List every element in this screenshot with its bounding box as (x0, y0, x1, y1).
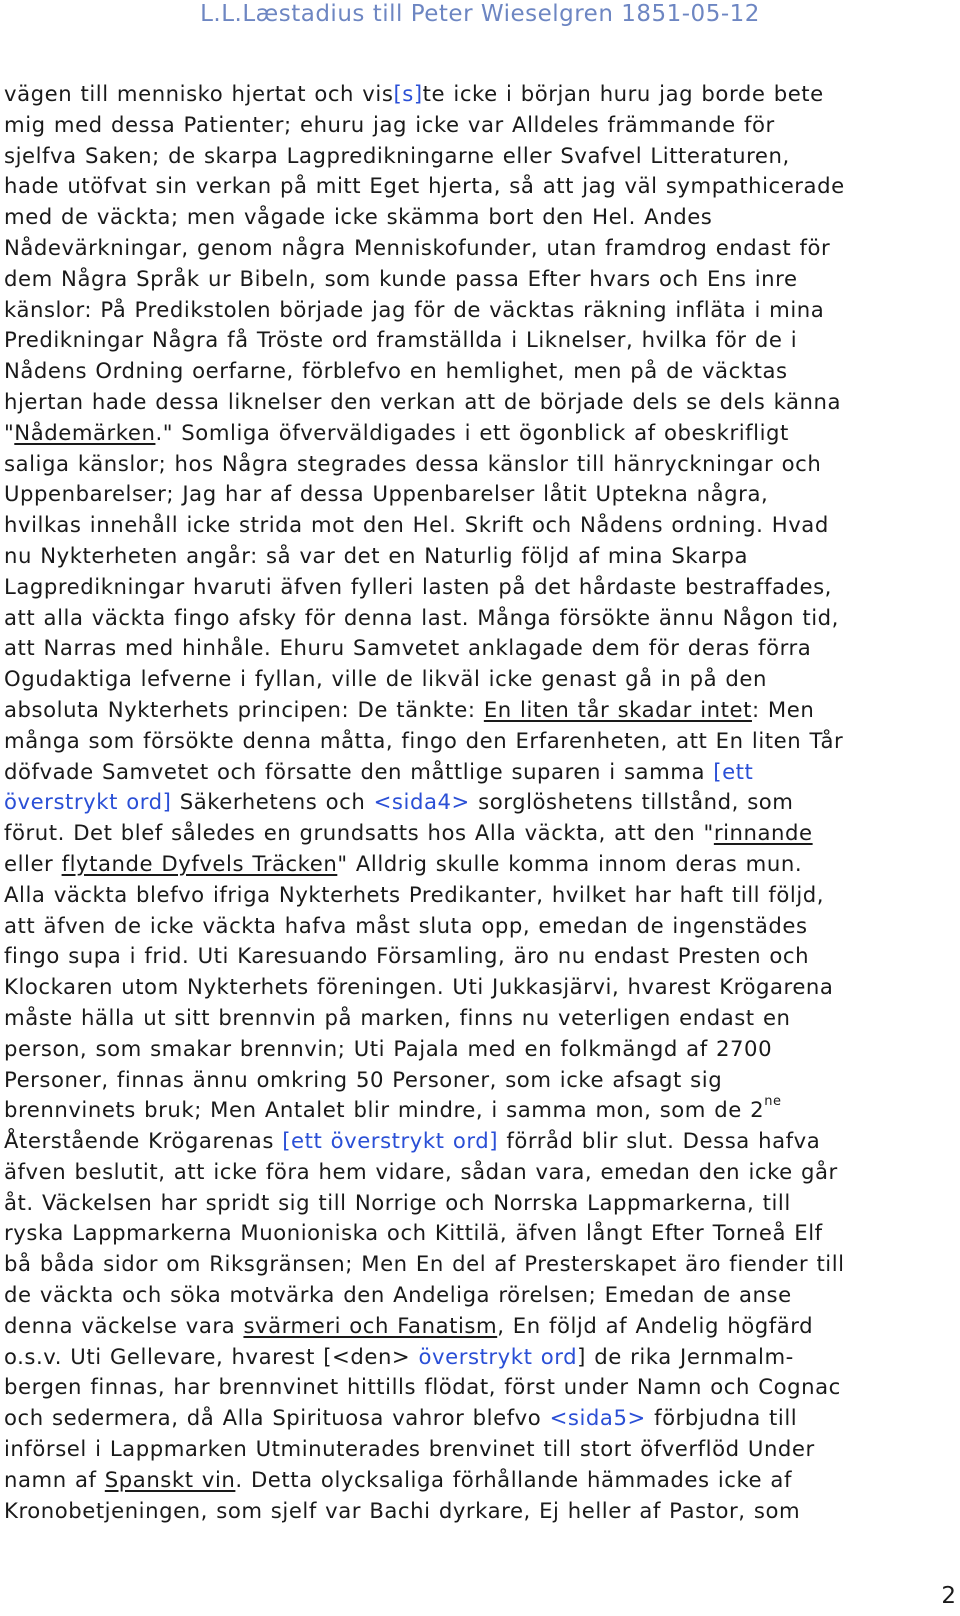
text-line (4, 1249, 956, 1280)
underlined-text: Spanskt vin (104, 1466, 236, 1492)
text-segment: Uppenbarelser; Jag har af dessa Uppenbarelser låtit Uptekna några, (4, 481, 769, 507)
text-line (4, 941, 956, 972)
page-title: L.L.Læstadius till Peter Wieselgren 1851-05-12 (200, 1, 760, 27)
editorial-note: [ett överstrykt ord] (282, 1128, 499, 1154)
text-line (4, 787, 956, 818)
text-segment: te icke i början huru jag borde bete (422, 81, 824, 106)
text-line (4, 1465, 956, 1496)
text-segment: förut. Det blef således en grundsatts hos Alla väckta, att den " (4, 820, 714, 846)
text-line (4, 1003, 956, 1034)
text-segment: ryska Lappmarkerna Muonioniska och Kittilä, äfven långt Efter Torneå Elf (4, 1220, 823, 1246)
underlined-text: svärmeri och Fanatism (243, 1312, 498, 1338)
text-line (4, 633, 956, 664)
text-line (4, 1157, 956, 1188)
text-line (4, 726, 956, 757)
text-line (4, 1280, 956, 1311)
text-line (4, 1034, 956, 1065)
text-segment: : Men (751, 696, 815, 722)
text-line (4, 880, 956, 911)
text-line (4, 325, 956, 356)
underlined-text: En liten tår skadar intet (483, 696, 752, 722)
text-segment: dem Några Språk ur Bibeln, som kunde passa Efter hvars och Ens inre (4, 265, 798, 291)
text-line (4, 449, 956, 480)
text-segment: person, som smakar brennvin; Uti Pajala med en folkmängd af 2700 (4, 1035, 773, 1061)
text-segment: bå båda sidor om Riksgränsen; Men En del af Presterskapet äro fiender till (4, 1251, 845, 1277)
text-segment: o.s.v. Uti Gellevare, hvarest [<den> (4, 1343, 419, 1369)
text-segment: hvilkas innehåll icke strida mot den Hel. Skrift och Nådens ordning. Hvad (4, 512, 829, 538)
editorial-note: överstrykt ord (418, 1343, 578, 1369)
text-segment: sorglöshetens tillstånd, som (469, 789, 794, 815)
editorial-note: överstrykt ord] (4, 789, 172, 815)
editorial-note: [s] (393, 81, 423, 106)
text-line (4, 1095, 956, 1126)
text-segment: , En följd af Andelig högfärd (497, 1312, 814, 1338)
letter-body (4, 79, 956, 1526)
text-line (4, 110, 956, 141)
page-number: 2 (941, 1583, 956, 1609)
text-line (4, 572, 956, 603)
text-segment: Kronobetjeningen, som sjelf var Bachi dyrkare, Ej heller af Pastor, som (4, 1497, 801, 1523)
text-segment: denna väckelse vara (4, 1312, 244, 1338)
text-line (4, 1126, 956, 1157)
text-segment: fingo supa i frid. Uti Karesuando Församling, äro nu endast Presten och (4, 943, 810, 969)
text-segment: förbjudna till (645, 1405, 798, 1431)
text-line (4, 1403, 956, 1434)
text-line (4, 1188, 956, 1219)
text-segment: Säkerhetens och (171, 789, 374, 815)
text-segment: döfvade Samvetet och försatte den måttlige suparen i samma (4, 758, 714, 784)
superscript: ne (764, 1094, 782, 1110)
text-segment: brennvinets bruk; Men Antalet blir mindre, i samma mon, som de 2 (4, 1097, 765, 1123)
text-segment: nu Nykterheten angår: så var det en Naturlig följd af mina Skarpa (4, 542, 749, 568)
text-segment: namn af (4, 1466, 105, 1492)
text-segment: absoluta Nykterhets principen: De tänkte: (4, 696, 484, 722)
text-line (4, 1496, 956, 1527)
text-segment: " (4, 419, 15, 445)
text-segment: att Narras med hinhåle. Ehuru Samvetet anklagade dem för deras förra (4, 635, 812, 661)
text-line (4, 1311, 956, 1342)
text-segment: Alla väckta blefvo ifriga Nykterhets Predikanter, hvilket har haft till följd, (4, 881, 825, 907)
text-segment: " Alldrig skulle komma innom deras mun. (337, 850, 803, 876)
text-segment: och sedermera, då Alla Spirituosa vahror blefvo (4, 1405, 550, 1431)
text-segment: att äfven de icke väckta hafva måst sluta opp, emedan de ingenstädes (4, 912, 808, 938)
text-segment: att alla väckta fingo afsky för denna last. Många försökte ännu Någon tid, (4, 604, 839, 630)
text-segment: sjelfva Saken; de skarpa Lagpredikningarne eller Svafvel Litteraturen, (4, 142, 790, 168)
text-line (4, 1434, 956, 1465)
underlined-text: Nådemärken (14, 419, 156, 445)
underlined-text: rinnande (713, 820, 813, 846)
text-segment: Lagpredikningar hvaruti äfven fylleri lasten på det hårdaste bestraffades, (4, 573, 832, 599)
text-line (4, 295, 956, 326)
text-line (4, 171, 956, 202)
text-segment: saliga känslor; hos Några stegrades dessa känslor till hänryckningar och (4, 450, 822, 476)
text-segment: förråd blir slut. Dessa hafva (498, 1128, 821, 1154)
text-line (4, 695, 956, 726)
text-segment: hjertan hade dessa liknelser den verkan att de började dels se dels känna (4, 388, 842, 414)
text-line (4, 1065, 956, 1096)
text-segment: Klockaren utom Nykterhets föreningen. Uti Jukkasjärvi, hvarest Krögarena (4, 974, 834, 1000)
text-line (4, 849, 956, 880)
text-line (4, 264, 956, 295)
editorial-note: <sida5> (549, 1405, 646, 1431)
text-line (4, 1342, 956, 1373)
text-line (4, 418, 956, 449)
text-segment: införsel i Lappmarken Utminuterades brenvinet till stort öfverflöd Under (4, 1436, 815, 1462)
text-segment: Personer, finnas ännu omkring 50 Personer, som icke afsagt sig (4, 1066, 723, 1092)
text-segment: hade utöfvat sin verkan på mitt Eget hjerta, så att jag väl sympathicerade (4, 173, 845, 199)
text-line (4, 911, 956, 942)
text-line (4, 757, 956, 788)
text-line (4, 233, 956, 264)
text-segment: Nådevärkningar, genom några Menniskofunder, utan framdrog endast för (4, 234, 831, 260)
text-segment: äfven beslutit, att icke föra hem vidare, sådan vara, emedan den icke går (4, 1158, 838, 1184)
text-line (4, 387, 956, 418)
editorial-note: <sida4> (373, 789, 470, 815)
text-line (4, 1372, 956, 1403)
text-segment: Nådens Ordning oerfarne, förblefvo en hemlighet, men på de väcktas (4, 358, 788, 384)
text-segment: Ogudaktiga lefverne i fyllan, ville de likväl icke genast gå in på den (4, 666, 767, 692)
text-segment: måste hälla ut sitt brennvin på marken, finns nu veterligen endast en (4, 1004, 791, 1030)
underlined-text: flytande Dyfvels Träcken (61, 850, 338, 876)
text-line (4, 356, 956, 387)
text-segment: många som försökte denna måtta, fingo den Erfarenheten, att En liten Tår (4, 727, 844, 753)
editorial-note: [ett (713, 758, 754, 784)
text-line (4, 541, 956, 572)
text-line (4, 1218, 956, 1249)
text-segment: känslor: På Predikstolen började jag för de väcktas räkning infläta i mina (4, 296, 825, 322)
text-segment: ] de rika Jernmalm- (577, 1343, 794, 1369)
text-line (4, 141, 956, 172)
text-line (4, 479, 956, 510)
text-line (4, 202, 956, 233)
text-segment: åt. Väckelsen har spridt sig till Norrige och Norrska Lappmarkerna, till (4, 1189, 791, 1215)
text-segment: de väckta och söka motvärka den Andeliga rörelsen; Emedan de anse (4, 1282, 792, 1308)
text-line (4, 603, 956, 634)
text-segment: Återstående Krögarenas (4, 1128, 283, 1154)
text-segment: Predikningar Några få Tröste ord framställda i Liknelser, hvilka för de i (4, 327, 798, 353)
text-segment: med de väckta; men vågade icke skämma bort den Hel. Andes (4, 204, 713, 230)
text-line (4, 972, 956, 1003)
text-segment: eller (4, 850, 62, 876)
text-line (4, 818, 956, 849)
text-line (4, 510, 956, 541)
text-segment: . Detta olycksaliga förhållande hämmades icke af (235, 1466, 792, 1492)
text-line (4, 664, 956, 695)
text-line (4, 79, 956, 110)
text-segment: vägen till mennisko hjertat och vis (4, 81, 394, 106)
text-segment: ." Somliga öfverväldigades i ett ögonblick af obeskrifligt (155, 419, 789, 445)
text-segment: mig med dessa Patienter; ehuru jag icke var Alldeles främmande för (4, 111, 775, 137)
text-segment: bergen finnas, har brennvinet hittills flödat, först under Namn och Cognac (4, 1374, 841, 1400)
